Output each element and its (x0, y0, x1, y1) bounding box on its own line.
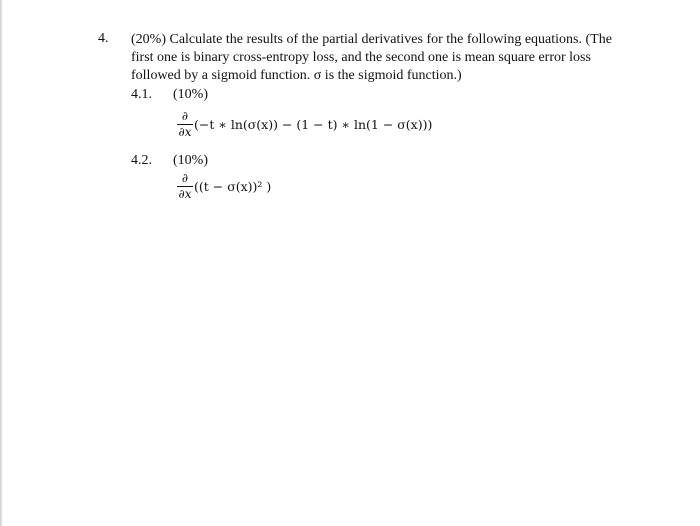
part-1-number: 4.1. (131, 87, 152, 102)
part-2-partial-numerator: ∂ (181, 171, 189, 185)
part-1-points: (10%) (173, 87, 208, 102)
part-2-expression: ((t − σ(x))² ) (194, 179, 272, 194)
part-2-derivative-operator (177, 172, 193, 201)
part-1-expression: (−t ∗ ln(σ(x)) − (1 − t) ∗ ln(1 − σ(x))) (194, 117, 433, 132)
part-2-points: (10%) (173, 153, 208, 168)
question-number: 4. (98, 31, 109, 46)
part-2-equation (177, 172, 271, 201)
part-1-partial-numerator: ∂ (181, 109, 189, 123)
part-2-number: 4.2. (131, 153, 152, 168)
part-1-derivative-operator (177, 110, 193, 139)
question-text: (20%) Calculate the results of the partial derivatives for the following equations. (The first one is binary cross-entropy loss, and the second one is mean square error loss followed by a sigmoid function. σ is the sigmoid function.) (131, 32, 612, 83)
page-edge-shadow (0, 0, 3, 526)
part-1-equation (177, 110, 432, 139)
part-2-partial-denominator: ∂x (178, 187, 192, 201)
part-1-partial-denominator: ∂x (178, 125, 192, 139)
